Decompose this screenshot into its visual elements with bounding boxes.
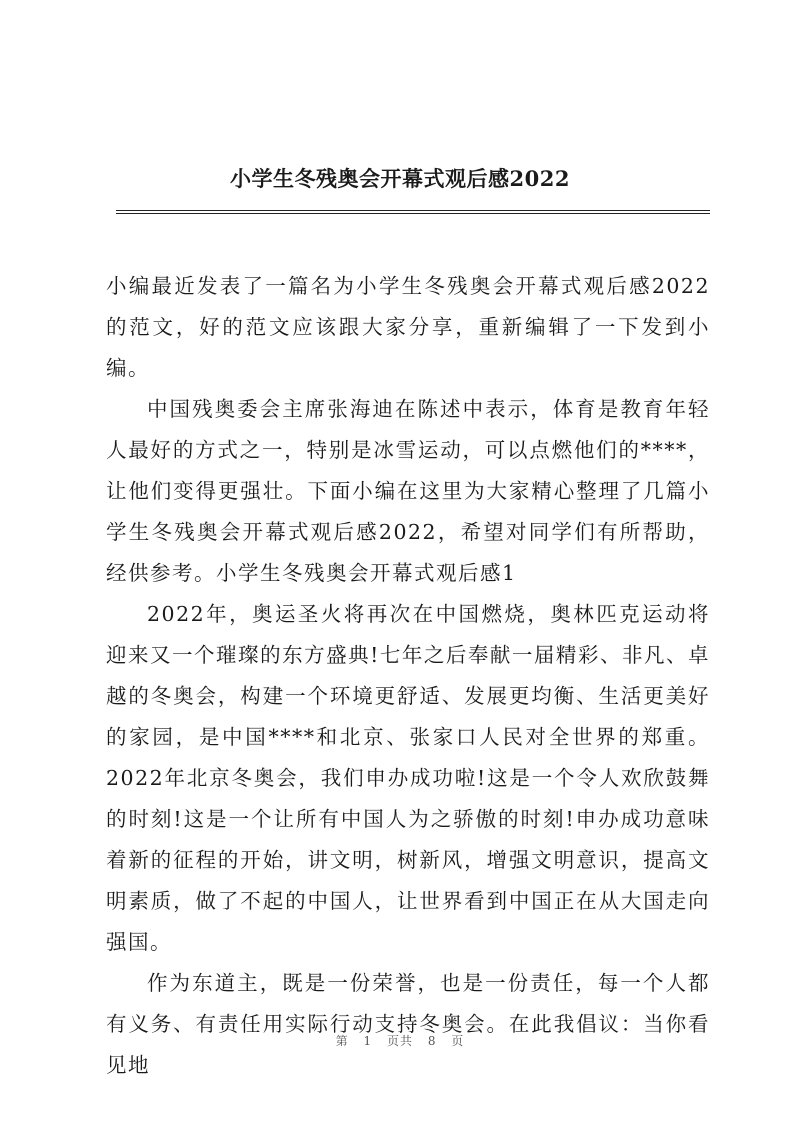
paragraph-3: 2022年，奥运圣火将再次在中国燃烧，奥林匹克运动将迎来又一个璀璨的东方盛典!七年之后奉献一届精彩、非凡、卓越的冬奥会，构建一个环境更舒适、发展更均衡、生活更美好的家园，是中国****和北京、张家口人民对全世界的郑重。2022年北京冬奥会，我们申办成功啦!这是一个令人欢欣鼓舞的时刻!这是一个让所有中国人为之骄傲的时刻!申办成功意味着新的征程的开始，讲文明，树新风，增强文明意识，提高文明素质，做了不起的中国人，让世界看到中国正在从大国走向强国。 — [106, 602, 710, 954]
paragraph-2: 中国残奥委会主席张海迪在陈述中表示，体育是教育年轻人最好的方式之一，特别是冰雪运动，可以点燃他们的****，让他们变得更强壮。下面小编在这里为大家精心整理了几篇小学生冬残奥会开幕式观后感2022，希望对同学们有所帮助，经供参考。小学生冬残奥会开幕式观后感1 — [106, 397, 710, 585]
title-divider-secondary — [116, 213, 710, 214]
footer-current-page: 1 — [363, 1034, 373, 1048]
title-divider — [116, 210, 710, 211]
footer-prefix: 第 — [335, 1034, 349, 1048]
page-title: 小学生冬残奥会开幕式观后感2022 — [230, 166, 570, 191]
paragraph-intro: 小编最近发表了一篇名为小学生冬残奥会开幕式观后感2022的范文，好的范文应该跟大家分享，重新编辑了一下发到小编。 — [106, 274, 710, 380]
page-footer — [0, 1032, 800, 1049]
footer-middle: 页共 — [386, 1034, 413, 1048]
document-body — [106, 266, 710, 1086]
footer-suffix: 页 — [451, 1034, 465, 1048]
footer-total-pages: 8 — [427, 1034, 437, 1048]
paragraph-4: 作为东道主，既是一份荣誉，也是一份责任，每一个人都有义务、有责任用实际行动支持冬奥会。在此我倡议：当你看见地 — [106, 971, 710, 1077]
